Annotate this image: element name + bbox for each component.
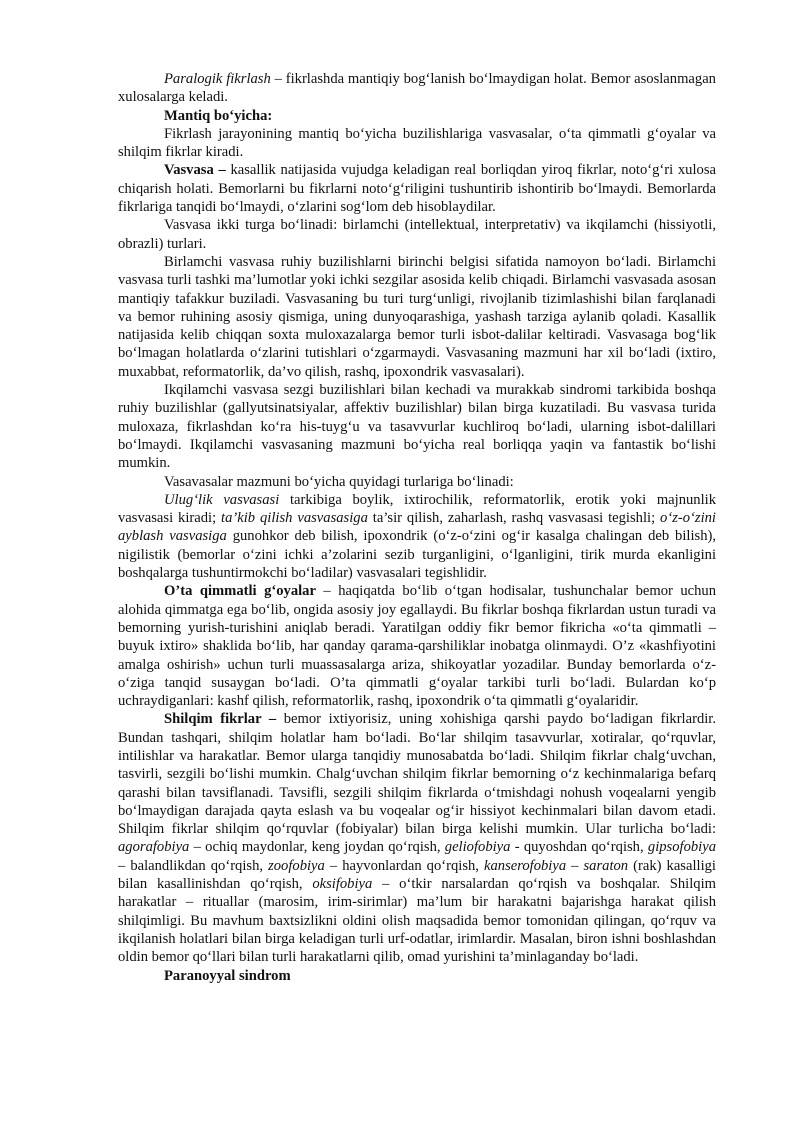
italic-term: Paralogik fikrlash xyxy=(164,71,271,87)
bold-term: Vasvasa – xyxy=(164,162,226,179)
text-run: Vasvasa ikki turga bo‘linadi: birlamchi (intellektual, interpretativ) va ikqilamchi (hissiyotli, obrazli) turlari. xyxy=(118,217,716,252)
text-run: Fikrlash jarayonining mantiq bo‘yicha buzilishlariga vasvasalar, o‘ta qimmatli g‘oyalar va shilqim fikrlar kiradi. xyxy=(118,125,716,161)
bold-term: Shilqim fikrlar – xyxy=(164,711,277,728)
text-run: tarkibiga boylik, ixtirochilik, reformatorlik, erotik yoki majnunlik vasvasasi kiradi; xyxy=(118,491,716,527)
text-run: Paranoyyal sindrom xyxy=(164,967,291,984)
italic-term: o‘z-o‘zini ayblash vasvasiga xyxy=(118,510,716,545)
bold-term: O’ta qimmatli g‘oyalar xyxy=(164,583,316,600)
text-run: Mantiq bo‘yicha: xyxy=(164,107,273,124)
italic-term: gipsofobiya xyxy=(647,839,717,856)
italic-term: Ulug‘lik vasvasasi xyxy=(164,491,280,508)
text-run: kasallik natijasida vujudga keladigan real borliqdan yiroq fikrlar, noto‘g‘ri xulosa chiqarish holati. Bemorlarni bu fikrlarni noto‘g‘riligini tushuntirib ishontirib bo‘lmaydi. Bemorlarda fikrlariga tanqidi bo‘lmaydi, o‘zlarini sog‘lom deb hisoblaydilar. xyxy=(118,162,716,216)
italic-term: kanserofobiya – saraton xyxy=(484,857,629,874)
text-run: – o‘tkir narsalardan qo‘rqish va boshqalar. Shilqim harakatlar – rituallar (marosim, irim-sirimlar) ma’lum bir harakatni bajarishga harakat qilish shilqimligi. Bu mavhum baxtsizlikni oldini olish maqsadida bemor tomonidan qilingan, qo‘rquv va ikqilanish holatlari bilan birga keladigan turli urf-odatlar, irimlardir. Masalan, biron ishni boshlashdan oldin bemor qo‘llari bilan turli harakatlarni qilib, omad yurishini ta’minlaganday bo‘ladi. xyxy=(118,876,716,966)
text-run: Vasavasalar mazmuni bo‘yicha quyidagi turlariga bo‘linadi: xyxy=(164,473,514,490)
paragraph-shilqim xyxy=(118,710,716,966)
paragraph-vasvasa-turlari xyxy=(118,216,716,253)
section-heading-mantiq-heading xyxy=(118,107,716,125)
paragraph-paralogik xyxy=(118,70,716,107)
italic-term: ta’kib qilish vasvasasiga xyxy=(221,510,368,527)
italic-term: oksifobiya xyxy=(312,876,373,893)
text-run: – balandlikdan qo‘rqish, xyxy=(118,857,269,874)
paragraph-ikqilamchi xyxy=(118,381,716,472)
text-run: – hayvonlardan qo‘rqish, xyxy=(324,857,484,874)
italic-term: agorafobiya xyxy=(118,839,190,856)
paragraph-vasvasa-def xyxy=(118,161,716,216)
text-run: gunohkor deb bilish, ipoxondrik (o‘z-o‘zini og‘ir kasalga chalingan deb bilish), nigilistik (bemorlar o‘zini ichki a’zolarini sezib turganligini, o‘lganligini, tirik murda ekanligini boshqalarga tushuntirmokchi bo‘ladilar) vasvasalari tegishlidir. xyxy=(118,528,716,582)
paragraph-ulug xyxy=(118,491,716,582)
text-run: – fikrlashda mantiqiy bog‘lanish bo‘lmaydigan holat. Bemor asoslanmagan xulosalarga keladi. xyxy=(118,71,716,106)
text-run: bemor ixtiyorisiz, uning xohishiga qarshi paydo bo‘ladigan fikrlardir. Bundan tashqari, shilqim holatlar ham bo‘ladi. Bo‘lar shilqim tasavvurlar, xotiralar, qo‘rquvlar, intilishlar va harakatlar. Bemor ularga tanqidiy munosabatda bo‘ladi. Shilqim fikrlar chalg‘uvchan, tasvirli, sezgili bo‘lishi mumkin. Chalg‘uvchan shilqim fikrlar bemorning o‘z kechinmalariga befarq qarashi bilan tavsiflanadi. Tavsifli, sezgili shilqim fikrlarda o‘tmishdagi nohush voqealarni yengib bo‘lmaydigan darajada qayta eslash va bu voqealar og‘ir hissiyot kechinmalari bilan davom etadi. Shilqim fikrlar shilqim qo‘rquvlar (fobiyalar) bilan birga kelishi mumkin. Ular turlicha bo‘ladi: xyxy=(118,711,717,838)
text-run: (rak) kasalligi bilan kasallinishdan qo‘rqish, xyxy=(118,857,716,893)
paragraph-ota-qimmatli xyxy=(118,582,716,710)
paragraph-birlamchi xyxy=(118,253,716,381)
paragraph-mantiq-intro xyxy=(118,125,716,162)
text-run: - quyoshdan qo‘rqish, xyxy=(510,839,648,856)
text-run: – haqiqatda bo‘lib o‘tgan hodisalar, tushunchalar bemor uchun alohida qimmatga ega bo‘lib, ongida asosiy joy egallaydi. Bu fikrlar boshqa fikrlardan ustun turadi va bemorning yurish-turishini aniqlab beradi. Yaratilgan oddiy fikr bemor fikricha «o‘ta qimmatli – buyuk ixtiro» shaklida bo‘lib, har qanday qarama-qarshiliklar inobatga olinmaydi. O’z «kashfiyotini amalga oshirish» uchun turli muassasalarga ariza, shikoyatlar yozadilar. Bunday bemorlarda o‘z-o‘ziga tanqid susaygan bo‘ladi. O’ta qimmatli g‘oyalar tarkibi turli bo‘ladi. Bulardan ko‘p uchraydiganlari: kashf qilish, reformatorlik, rashq, ipoxondrik o‘ta qimmatli g‘oyalaridir. xyxy=(118,583,716,710)
section-heading-paranoyyal-heading xyxy=(118,967,716,985)
text-run: ta’sir qilish, zaharlash, rashq vasvasasi tegishli; xyxy=(367,510,661,527)
text-run: Birlamchi vasvasa ruhiy buzilishlarni birinchi belgisi sifatida namoyon bo‘ladi. Birlamchi vasvasa turli tashki ma’lumotlar yoki ichki sezgilar asosida kelib chiqadi. Birlamchi vasvasada asosan mantiqiy tafakkur buziladi. Vasvasaning bu turi turg‘unligi, rivojlanib tizimlashishi bilan farqlanadi va bemor ruhining asosiy qismiga, uning dunyoqarashiga, yashash tarziga aylanib qoladi. Kasallik natijasida kelib chiqqan soxta muloxazalarga bemor turli isbot-dalilar keltiradi. Vasvasaga bog‘lik bo‘lmagan holatlarda o‘zlarini tutishlari o‘zgarmaydi. Vasvasaning mazmuni har xil bo‘ladi (ixtiro, muxabbat, reformatorlik, da’vo qilish, rashq, ipoxondrik vasvasalari). xyxy=(118,253,716,380)
italic-term: zoofobiya xyxy=(268,857,325,874)
text-run: Ikqilamchi vasvasa sezgi buzilishlari bilan kechadi va murakkab sindromi tarkibida boshqa ruhiy buzilishlar (gallyutsinatsiyalar, affektiv buzilishlar) bilan birga kuzatiladi. Bu vasvasa turida muloxaza, fikrlashdan ko‘ra his-tuyg‘u va tasavvurlar kuchliroq bo‘ladi, ularning isbot-dalillari bo‘lmaydi. Ikqilamchi vasvasaning mazmuni bo‘yicha real borliqqa yaqin va fantastik bo‘lishi mumkin. xyxy=(118,382,716,472)
paragraph-mazmun xyxy=(118,473,716,491)
text-run: – ochiq maydonlar, keng joydan qo‘rqish, xyxy=(189,839,445,856)
italic-term: geliofobiya xyxy=(444,839,511,856)
